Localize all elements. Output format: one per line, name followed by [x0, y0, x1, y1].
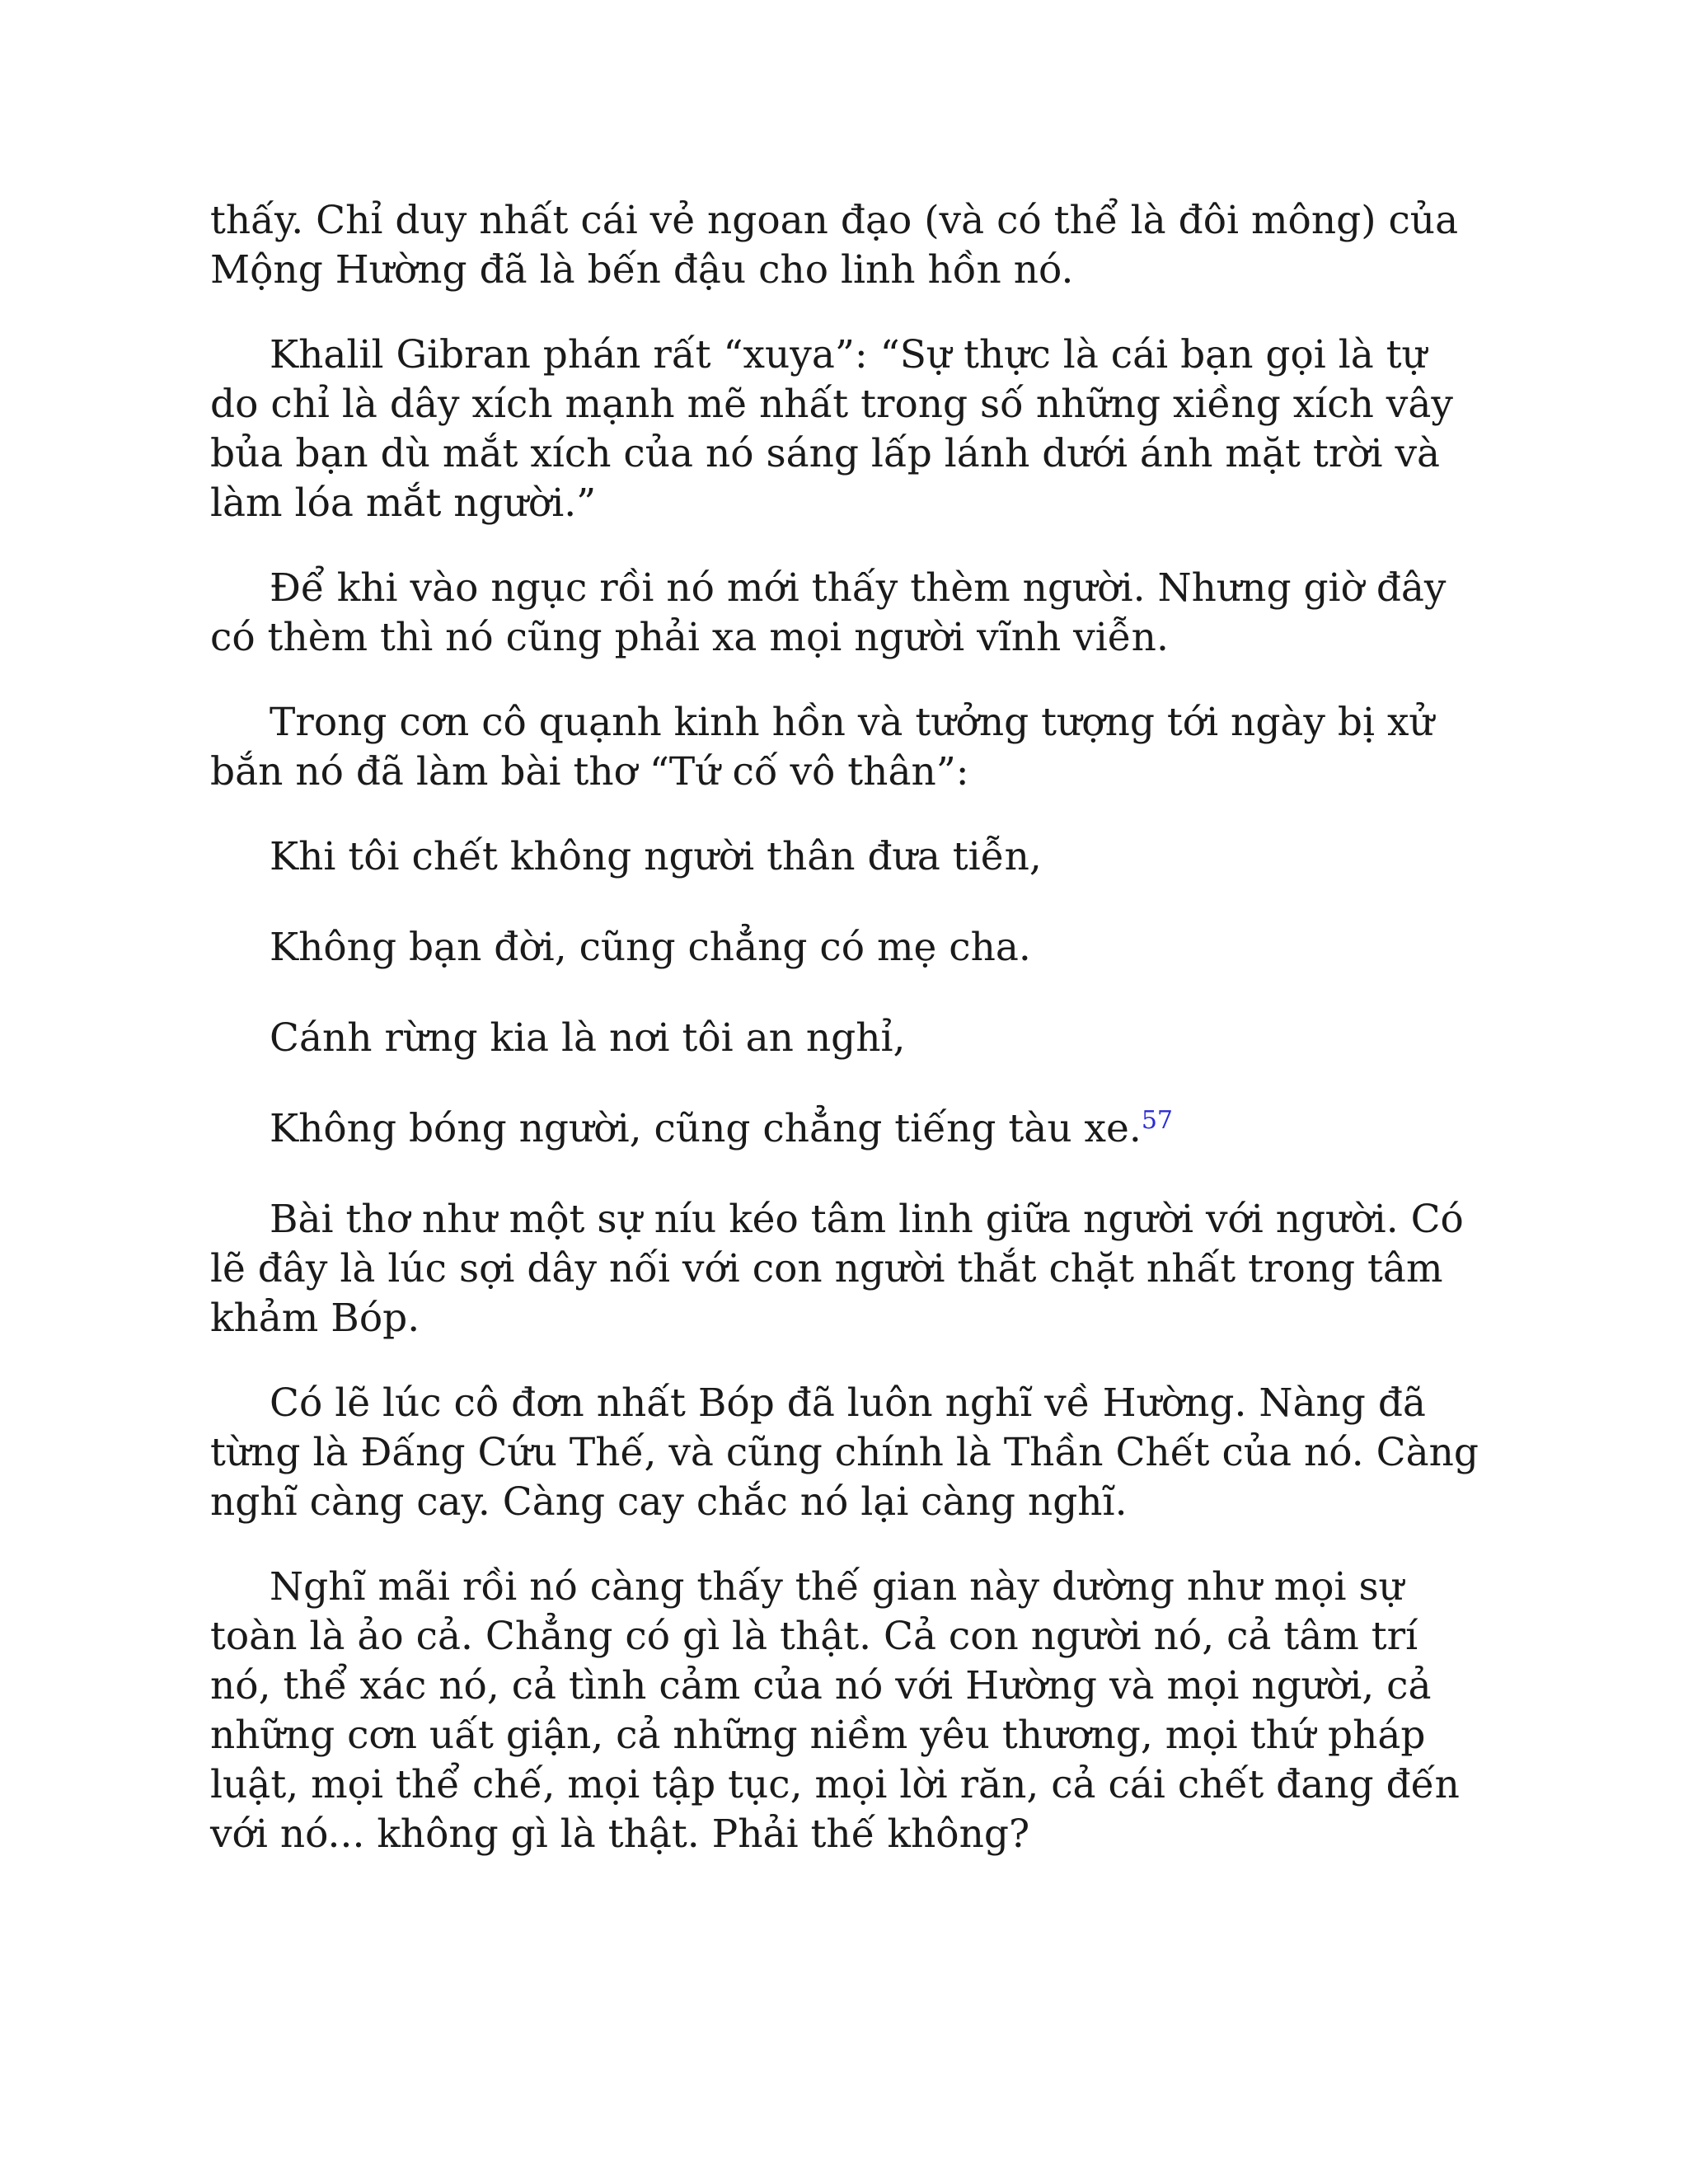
- paragraph-poem-intro: Trong cơn cô quạnh kinh hồn và tưởng tượng tới ngày bị xử bắn nó đã làm bài thơ “Tứ cố vô thân”:: [210, 700, 1434, 794]
- footnote-link-57[interactable]: 57: [1141, 1106, 1173, 1135]
- paragraph-poem-reflection: Bài thơ như một sự níu kéo tâm linh giữa người với người. Có lẽ đây là lúc sợi dây nối với con người thắt chặt nhất trong tâm khảm Bóp.: [210, 1197, 1464, 1341]
- poem-line-3: Cánh rừng kia là nơi tôi an nghỉ,: [270, 1015, 906, 1061]
- paragraph-continuation: thấy. Chỉ duy nhất cái vẻ ngoan đạo (và có thể là đôi mông) của Mộng Hường đã là bến đậu cho linh hồn nó.: [210, 198, 1459, 293]
- page-body: [210, 196, 1479, 1895]
- poem-line-2: Không bạn đời, cũng chẳng có mẹ cha.: [270, 925, 1031, 970]
- paragraph-thinking-huong: Có lẽ lúc cô đơn nhất Bóp đã luôn nghĩ về Hường. Nàng đã từng là Đấng Cứu Thế, và cũng chính là Thần Chết của nó. Càng nghĩ càng cay. Càng cay chắc nó lại càng nghĩ.: [210, 1380, 1479, 1525]
- paragraph-gibran-quote: Khalil Gibran phán rất “xuya”: “Sự thực là cái bạn gọi là tự do chỉ là dây xích mạnh mẽ nhất trong số những xiềng xích vây bủa bạn dù mắt xích của nó sáng lấp lánh dưới ánh mặt trời và làm lóa mắt người.”: [210, 332, 1453, 526]
- poem-line-4-container: [210, 1104, 1479, 1154]
- paragraph-illusion: Nghĩ mãi rồi nó càng thấy thế gian này dường như mọi sự toàn là ảo cả. Chẳng có gì là thật. Cả con người nó, cả tâm trí nó, thể xác nó, cả tình cảm của nó với Hường và mọi người, cả những cơn uất giận, cả những niềm yêu thương, mọi thứ pháp luật, mọi thể chế, mọi tập tục, mọi lời răn, cả cái chết đang đến với nó... không gì là thật. Phải thế không?: [210, 1564, 1460, 1857]
- paragraph-prison: Để khi vào ngục rồi nó mới thấy thèm người. Nhưng giờ đây có thèm thì nó cũng phải xa mọi người vĩnh viễn.: [210, 565, 1447, 660]
- poem-line-4: Không bóng người, cũng chẳng tiếng tàu xe.: [270, 1106, 1142, 1151]
- poem-line-1: Khi tôi chết không người thân đưa tiễn,: [270, 834, 1042, 879]
